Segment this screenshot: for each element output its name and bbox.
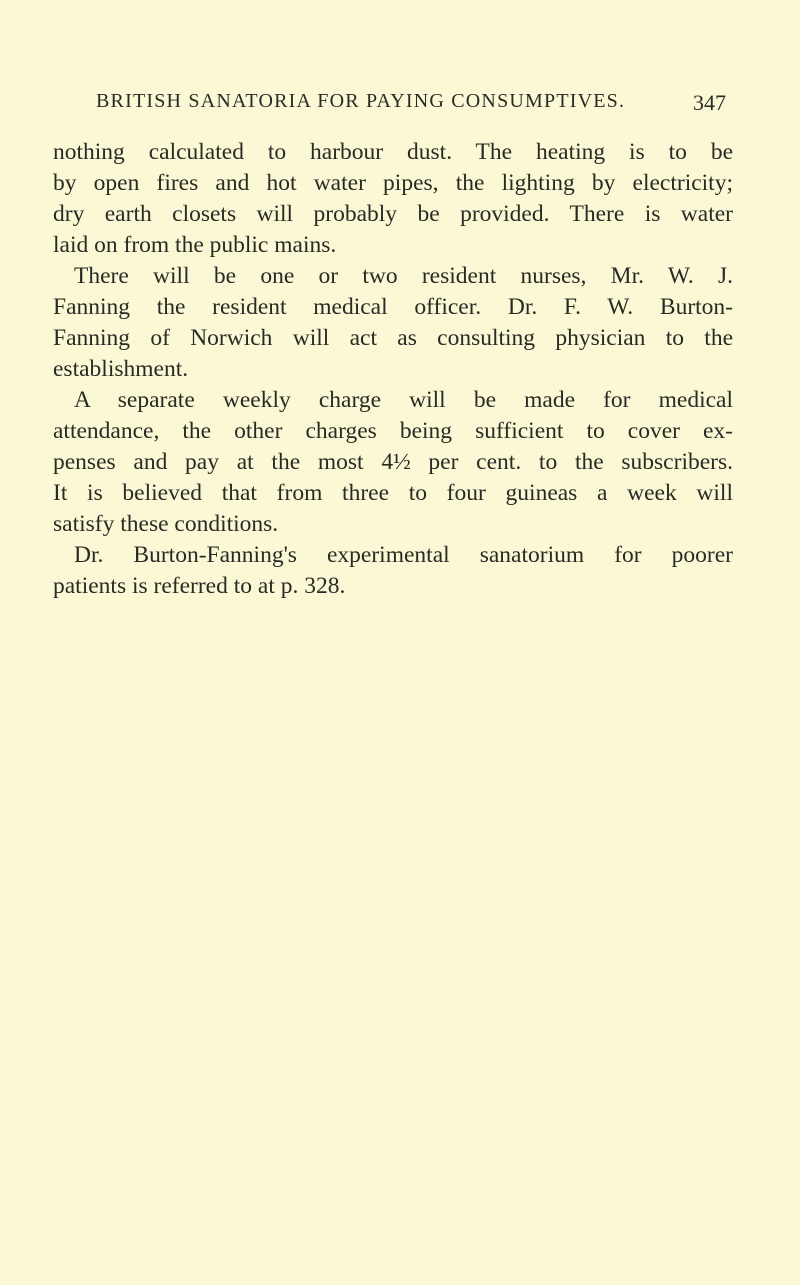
running-title: BRITISH SANATORIA FOR PAYING CONSUMPTIVES. — [96, 90, 626, 112]
text-line: It is believed that from three to four guineas a week will — [53, 480, 733, 506]
text-line: A separate weekly charge will be made for medical — [74, 387, 733, 413]
text-line: laid on from the public mains. — [53, 232, 337, 258]
text-line: nothing calculated to harbour dust. The heating is to be — [53, 139, 733, 165]
page-number: 347 — [693, 90, 726, 115]
text-line: satisfy these conditions. — [53, 511, 279, 537]
paragraph — [53, 540, 733, 602]
text-line: by open fires and hot water pipes, the lighting by electricity; — [53, 170, 733, 196]
text-line: patients is referred to at p. 328. — [53, 573, 346, 599]
text-line: Fanning the resident medical officer. Dr. F. W. Burton- — [53, 294, 733, 320]
text-line: Dr. Burton-Fanning's experimental sanatorium for poorer — [74, 542, 733, 568]
paragraph — [53, 385, 733, 540]
text-line: Fanning of Norwich will act as consulting physician to the — [53, 325, 733, 351]
running-head — [96, 90, 726, 113]
paragraph — [53, 261, 733, 385]
text-line: There will be one or two resident nurses, Mr. W. J. — [74, 263, 733, 289]
text-line: attendance, the other charges being sufficient to cover ex- — [53, 418, 733, 444]
paragraph — [53, 137, 733, 261]
text-line: establishment. — [53, 356, 189, 382]
text-line: penses and pay at the most 4½ per cent. to the subscribers. — [53, 449, 733, 475]
body-text — [53, 137, 733, 602]
text-line: dry earth closets will probably be provided. There is water — [53, 201, 733, 227]
